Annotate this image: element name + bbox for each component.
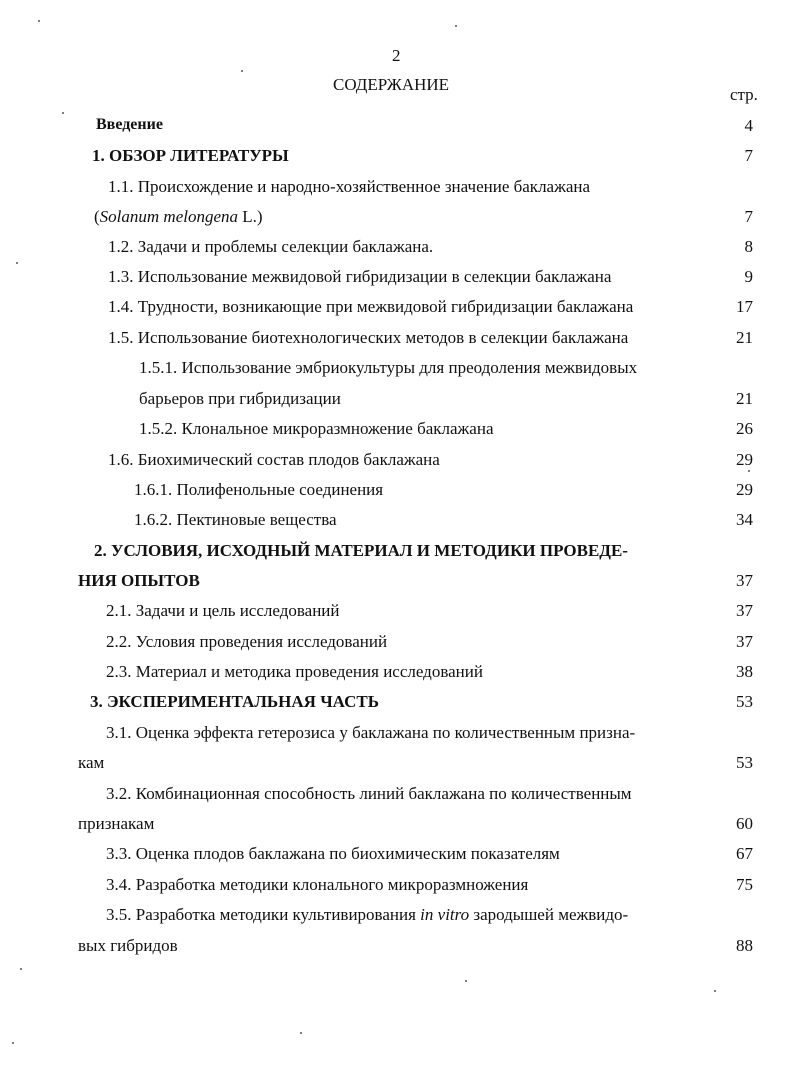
toc-entry-page: 7: [744, 146, 753, 165]
toc-entry-text: Введение: [96, 116, 163, 133]
toc-entry-text: 1.4. Трудности, возникающие при межвидовой гибридизации баклажана: [108, 297, 634, 316]
toc-entry-text: 3.3. Оценка плодов баклажана по биохимическим показателям: [106, 844, 560, 863]
toc-entry-page: 88: [736, 936, 753, 955]
toc-entry-page: 38: [736, 662, 753, 681]
toc-entry-page: 21: [736, 389, 753, 408]
toc-entry-continuation: вых гибридов: [78, 936, 178, 955]
page-column-label: стр.: [730, 85, 758, 104]
toc-entry-text: 1.5.2. Клональное микроразмножение баклажана: [139, 419, 494, 438]
toc-entry-page: 17: [736, 297, 753, 316]
toc-entry-page: 37: [736, 632, 753, 651]
toc-entry-text: 1.5. Использование биотехнологических методов в селекции баклажана: [108, 328, 629, 347]
toc-entry-page: 7: [744, 207, 753, 226]
toc-entry-page: 53: [736, 692, 753, 711]
toc-entry-text: 1.1. Происхождение и народно-хозяйственное значение баклажана: [108, 177, 591, 196]
toc-entry-page: 29: [736, 480, 753, 499]
toc-entry-page: 4: [744, 116, 753, 135]
scan-speck: [300, 1032, 302, 1034]
toc-entry-text: 3.5. Разработка методики культивирования in vitro зародышей межвидо-: [106, 905, 629, 924]
scan-speck: [62, 112, 64, 114]
toc-entry-text: 3. ЭКСПЕРИМЕНТАЛЬНАЯ ЧАСТЬ: [90, 692, 379, 711]
toc-entry-continuation: признакам: [78, 814, 155, 833]
toc-entry-page: 21: [736, 328, 753, 347]
scan-speck: [16, 262, 18, 264]
page-title: СОДЕРЖАНИЕ: [333, 75, 450, 94]
toc-entry-page: 67: [736, 844, 753, 863]
toc-entry-continuation: барьеров при гибридизации: [139, 389, 341, 408]
scan-speck: [748, 470, 750, 472]
toc-entry-page: 9: [744, 267, 753, 286]
toc-entry-text: 2.2. Условия проведения исследований: [106, 632, 388, 651]
toc-entry-continuation: НИЯ ОПЫТОВ: [78, 571, 200, 590]
toc-entry-page: 37: [736, 571, 753, 590]
toc-entry-text: 2. УСЛОВИЯ, ИСХОДНЫЙ МАТЕРИАЛ И МЕТОДИКИ ПРОВЕДЕ-: [94, 541, 628, 560]
scan-speck: [455, 25, 457, 27]
toc-entry-text: 1.3. Использование межвидовой гибридизации в селекции баклажана: [108, 267, 612, 286]
toc-entry-text: 2.1. Задачи и цель исследований: [106, 601, 340, 620]
toc-entry-text: 1.5.1. Использование эмбриокультуры для преодоления межвидовых: [139, 358, 638, 377]
scan-speck: [465, 980, 467, 982]
toc-entry-page: 8: [744, 237, 753, 256]
toc-entry-text: 1.2. Задачи и проблемы селекции баклажана.: [108, 237, 434, 256]
toc-entry-continuation: (Solanum melongena L.): [94, 207, 263, 226]
toc-entry-text: 1.6. Биохимический состав плодов баклажана: [108, 450, 440, 469]
toc-entry-page: 26: [736, 419, 753, 438]
scan-speck: [38, 20, 40, 22]
toc-entry-text: 1.6.2. Пектиновые вещества: [134, 510, 337, 529]
toc-entry-text: 1.6.1. Полифенольные соединения: [134, 480, 384, 499]
toc-entry-page: 60: [736, 814, 753, 833]
toc-entry-page: 29: [736, 450, 753, 469]
scan-speck: [12, 1042, 14, 1044]
toc-entry-text: 3.1. Оценка эффекта гетерозиса у баклажана по количественным призна-: [106, 723, 636, 742]
toc-entry-page: 53: [736, 753, 753, 772]
toc-entry-text: 3.2. Комбинационная способность линий баклажана по количественным: [106, 784, 632, 803]
page-number: 2: [392, 46, 401, 65]
scan-speck: [241, 70, 243, 72]
toc-entry-page: 34: [736, 510, 753, 529]
toc-entry-text: 1. ОБЗОР ЛИТЕРАТУРЫ: [92, 146, 289, 165]
toc-entry-text: 2.3. Материал и методика проведения исследований: [106, 662, 483, 681]
scan-speck: [714, 990, 716, 992]
toc-entry-continuation: кам: [78, 753, 105, 772]
scan-speck: [20, 968, 22, 970]
toc-entry-page: 37: [736, 601, 753, 620]
toc-entry-page: 75: [736, 875, 753, 894]
toc-entry-text: 3.4. Разработка методики клонального микроразмножения: [106, 875, 529, 894]
